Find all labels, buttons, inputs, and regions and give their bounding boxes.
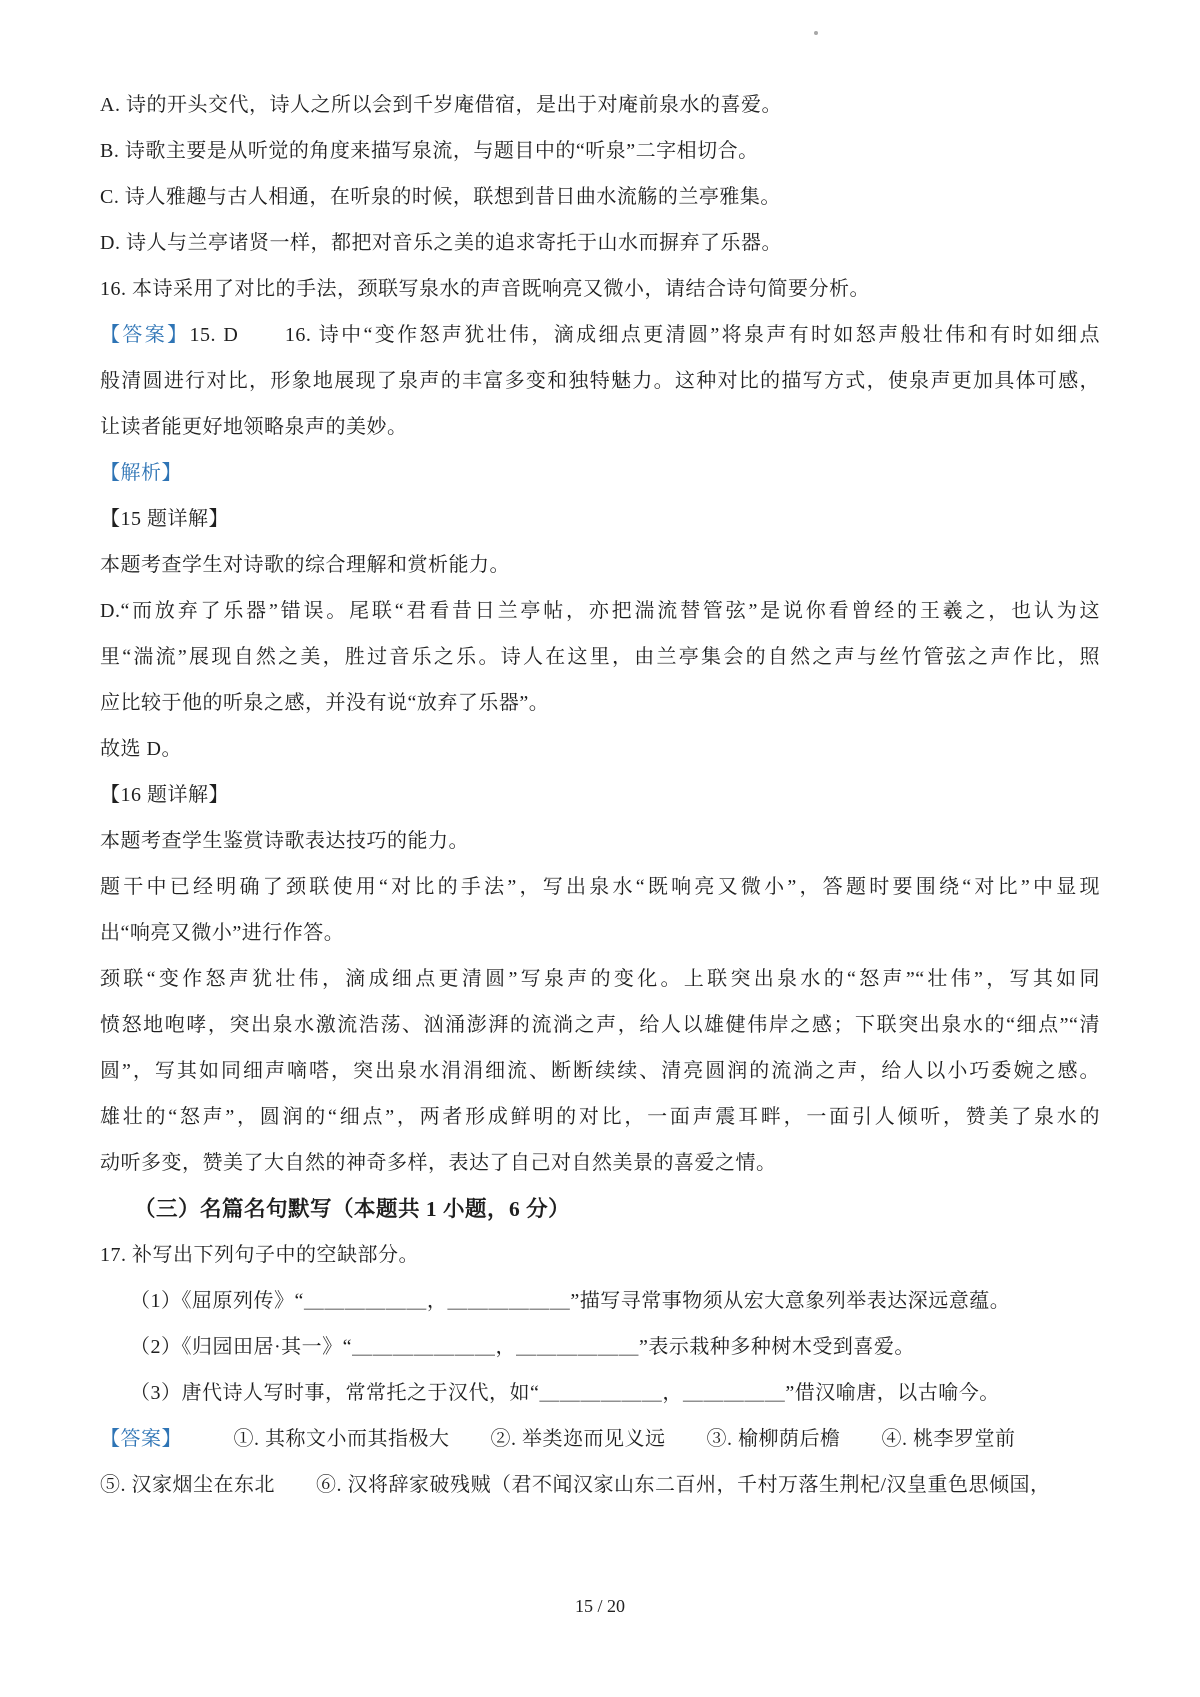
line-text: （三）名篇名句默写（本题共 1 小题，6 分） — [134, 1197, 571, 1221]
line-text: 17. 补写出下列句子中的空缺部分。 — [100, 1244, 419, 1266]
line-text: 出“响亮又微小”进行作答。 — [100, 922, 345, 944]
answer-tag: 【答案】 — [100, 1428, 172, 1450]
document-body — [100, 82, 1100, 1508]
line-text: B. 诗歌主要是从听觉的角度来描写泉流，与题目中的“听泉”二字相切合。 — [100, 140, 759, 162]
line-text: 本题考查学生鉴赏诗歌表达技巧的能力。 — [100, 830, 469, 852]
text-line — [100, 772, 1100, 818]
line-text: D. 诗人与兰亭诸贤一样，都把对音乐之美的追求寄托于山水而摒弃了乐器。 — [100, 232, 782, 254]
line-text: （3）唐代诗人写时事，常常托之于汉代，如“＿＿＿＿＿＿，＿＿＿＿＿”借汉喻唐，以古喻今。 — [130, 1382, 1000, 1404]
text-line — [100, 220, 1100, 266]
answer-line — [100, 312, 1100, 358]
text-line — [100, 1324, 1100, 1370]
line-text: D.“而放弃了乐器”错误。尾联“君看昔日兰亭帖，亦把湍流替管弦”是说你看曾经的王羲之，也认为这 — [100, 600, 1100, 622]
line-text: 【16 题详解】 — [100, 784, 229, 806]
text-line — [100, 726, 1100, 772]
answer-tag: 【答案】 — [100, 324, 190, 346]
text-line — [100, 358, 1100, 404]
text-line — [100, 1462, 1100, 1508]
section-heading — [100, 1186, 1100, 1232]
line-text: A. 诗的开头交代，诗人之所以会到千岁庵借宿，是出于对庵前泉水的喜爱。 — [100, 94, 782, 116]
text-line — [100, 1002, 1100, 1048]
line-text: （1）《屈原列传》“＿＿＿＿＿＿，＿＿＿＿＿＿”描写寻常事物须从宏大意象列举表达深远意蕴。 — [130, 1290, 1011, 1312]
line-text: C. 诗人雅趣与古人相通，在听泉的时候，联想到昔日曲水流觞的兰亭雅集。 — [100, 186, 781, 208]
text-line — [100, 1094, 1100, 1140]
line-text: 【15 题详解】 — [100, 508, 229, 530]
line-text: 动听多变，赞美了大自然的神奇多样，表达了自己对自然美景的喜爱之情。 — [100, 1152, 777, 1174]
text-line — [100, 82, 1100, 128]
line-text: 应比较于他的听泉之感，并没有说“放弃了乐器”。 — [100, 692, 550, 714]
line-text: （2）《归园田居·其一》“＿＿＿＿＿＿＿，＿＿＿＿＿＿”表示栽种多种树木受到喜爱。 — [130, 1336, 915, 1358]
line-text: 颈联“变作怒声犹壮伟，滴成细点更清圆”写泉声的变化。上联突出泉水的“怒声”“壮伟”，写其如同 — [100, 968, 1100, 990]
text-line — [100, 680, 1100, 726]
line-text: 题干中已经明确了颈联使用“对比的手法”，写出泉水“既响亮又微小”，答题时要围绕“对比”中显现 — [100, 876, 1100, 898]
line-text: 故选 D。 — [100, 738, 182, 760]
line-text: 雄壮的“怒声”，圆润的“细点”，两者形成鲜明的对比，一面声震耳畔，一面引人倾听，赞美了泉水的 — [100, 1106, 1100, 1128]
text-line — [100, 956, 1100, 1002]
line-text: 15. D 16. 诗中“变作怒声犹壮伟，滴成细点更清圆”将泉声有时如怒声般壮伟和有时如细点 — [189, 324, 1100, 346]
analysis-tag: 【解析】 — [100, 462, 182, 484]
text-line — [100, 634, 1100, 680]
line-text: ⑤. 汉家烟尘在东北 ⑥. 汉将辞家破残贼（君不闻汉家山东二百州，千村万落生荆杞/汉皇重色思倾国， — [100, 1474, 1051, 1496]
answer-line — [100, 450, 1100, 496]
text-line — [100, 266, 1100, 312]
text-line — [100, 174, 1100, 220]
text-line — [100, 1232, 1100, 1278]
line-text: 让读者能更好地领略泉声的美妙。 — [100, 416, 408, 438]
answer-line — [100, 1416, 1100, 1462]
line-text: 般清圆进行对比，形象地展现了泉声的丰富多变和独特魅力。这种对比的描写方式，使泉声更加具体可感， — [100, 370, 1100, 392]
page-number: 15 / 20 — [574, 1596, 625, 1616]
text-line — [100, 542, 1100, 588]
text-line — [100, 1140, 1100, 1186]
text-line — [100, 1048, 1100, 1094]
line-text: 本题考查学生对诗歌的综合理解和赏析能力。 — [100, 554, 510, 576]
line-text: 里“湍流”展现自然之美，胜过音乐之乐。诗人在这里，由兰亭集会的自然之声与丝竹管弦之声作比，照 — [100, 646, 1100, 668]
text-line — [100, 496, 1100, 542]
text-line — [100, 1370, 1100, 1416]
page-speck — [814, 31, 818, 35]
text-line — [100, 818, 1100, 864]
text-line — [100, 1278, 1100, 1324]
text-line — [100, 404, 1100, 450]
text-line — [100, 128, 1100, 174]
text-line — [100, 864, 1100, 910]
line-text: ①. 其称文小而其指极大 ②. 举类迩而见义远 ③. 榆柳荫后檐 ④. 桃李罗堂前 — [172, 1428, 1016, 1450]
line-text: 愤怒地咆哮，突出泉水激流浩荡、汹涌澎湃的流淌之声，给人以雄健伟岸之感；下联突出泉水的“细点”“清 — [100, 1014, 1100, 1036]
text-line — [100, 588, 1100, 634]
text-line — [100, 910, 1100, 956]
line-text: 16. 本诗采用了对比的手法，颈联写泉水的声音既响亮又微小，请结合诗句简要分析。 — [100, 278, 870, 300]
line-text: 圆”，写其如同细声嘀嗒，突出泉水涓涓细流、断断续续、清亮圆润的流淌之声，给人以小巧委婉之感。 — [100, 1060, 1100, 1082]
